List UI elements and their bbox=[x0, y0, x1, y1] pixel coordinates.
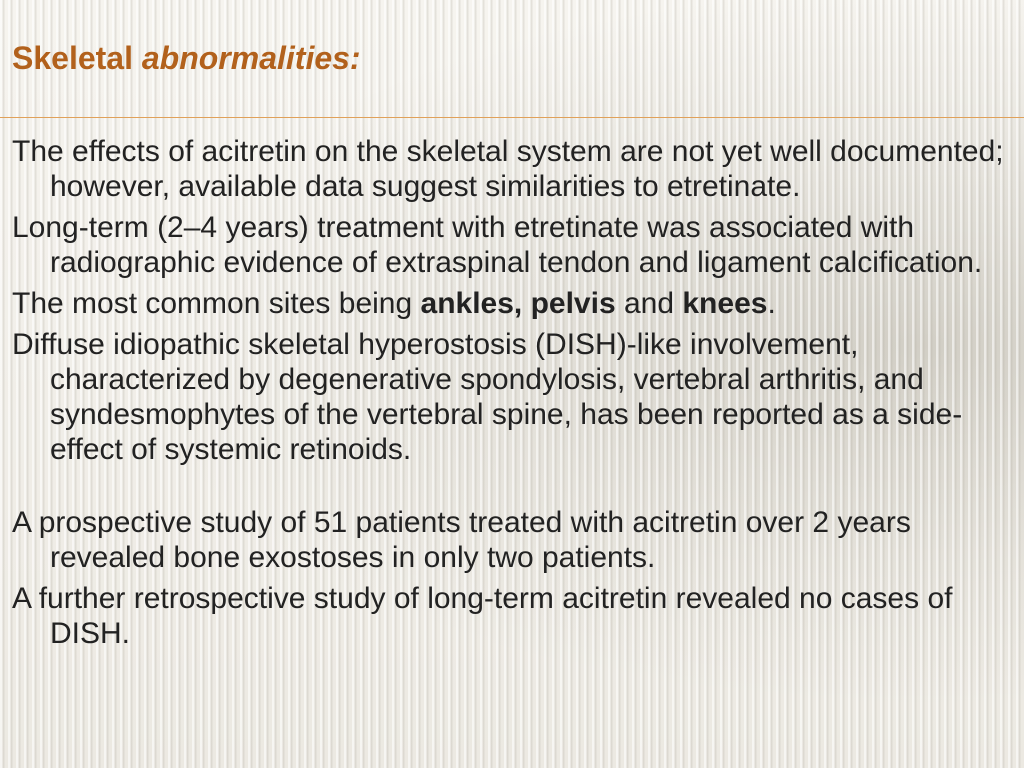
title-divider bbox=[0, 117, 1024, 118]
paragraph-common-sites bbox=[12, 286, 1016, 321]
slide-title bbox=[12, 40, 361, 77]
common-sites-text-middle: and bbox=[615, 287, 683, 320]
common-sites-bold-knees: knees bbox=[682, 287, 768, 320]
paragraph-dish-involvement: Diffuse idiopathic skeletal hyperostosis (DISH)-like involvement, characterized by degenerative spondylosis, vertebral arthritis, and syndesmophytes of the vertebral spine, has been reported as a side-effect of systemic retinoids. bbox=[12, 328, 963, 466]
paragraph-retrospective-study: A further retrospective study of long-term acitretin revealed no cases of DISH. bbox=[12, 582, 953, 650]
title-italic-text: abnormalities: bbox=[141, 40, 361, 76]
common-sites-text-before: The most common sites being bbox=[12, 287, 421, 320]
paragraph-etretinate-long-term: Long-term (2–4 years) treatment with etretinate was associated with radiographic evidence of extraspinal tendon and ligament calcification. bbox=[12, 211, 983, 279]
title-regular-text: Skeletal bbox=[12, 40, 142, 76]
common-sites-bold-ankles-pelvis: ankles, pelvis bbox=[420, 287, 616, 320]
slide-body bbox=[12, 134, 1016, 657]
paragraph-acitretin-effects: The effects of acitretin on the skeletal system are not yet well documented; however, available data suggest similarities to etretinate. bbox=[12, 135, 1004, 203]
common-sites-text-after: . bbox=[767, 287, 776, 320]
paragraph-prospective-study: A prospective study of 51 patients treated with acitretin over 2 years revealed bone exostoses in only two patients. bbox=[12, 506, 911, 574]
